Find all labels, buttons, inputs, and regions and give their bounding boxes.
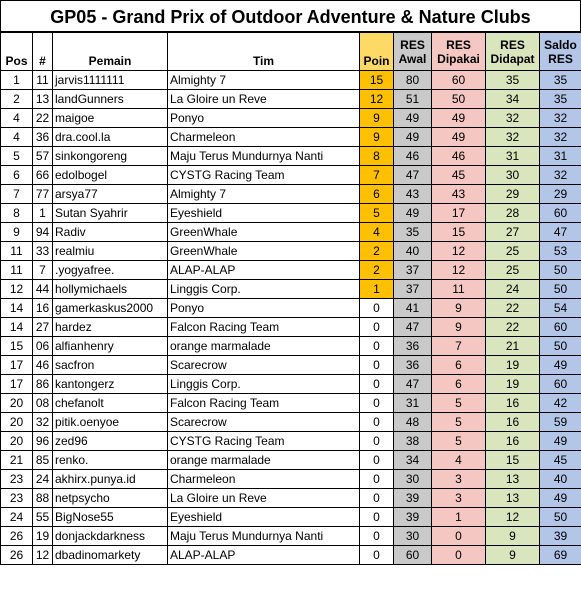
- cell-res-dipakai: 3: [432, 489, 486, 508]
- cell-pemain: hardez: [53, 318, 168, 337]
- cell-pos: 14: [1, 318, 33, 337]
- cell-saldo-res: 60: [540, 204, 581, 223]
- cell-poin: 6: [360, 185, 394, 204]
- cell-num: 33: [33, 242, 53, 261]
- cell-pemain: alfianhenry: [53, 337, 168, 356]
- cell-res-didapat: 27: [486, 223, 540, 242]
- cell-pos: 8: [1, 204, 33, 223]
- table-row: [1, 223, 581, 242]
- cell-res-awal: 49: [394, 128, 432, 147]
- table-row: [1, 90, 581, 109]
- cell-res-dipakai: 9: [432, 318, 486, 337]
- cell-num: 08: [33, 394, 53, 413]
- cell-saldo-res: 40: [540, 470, 581, 489]
- cell-tim: Ponyo: [168, 109, 360, 128]
- cell-poin: 8: [360, 147, 394, 166]
- cell-saldo-res: 31: [540, 147, 581, 166]
- cell-pemain: donjackdarkness: [53, 527, 168, 546]
- cell-num: 11: [33, 71, 53, 90]
- cell-res-didapat: 25: [486, 261, 540, 280]
- cell-poin: 2: [360, 261, 394, 280]
- cell-num: 22: [33, 109, 53, 128]
- cell-res-didapat: 13: [486, 489, 540, 508]
- cell-tim: orange marmalade: [168, 337, 360, 356]
- cell-poin: 0: [360, 394, 394, 413]
- table-row: [1, 261, 581, 280]
- cell-tim: Charmeleon: [168, 128, 360, 147]
- cell-num: 06: [33, 337, 53, 356]
- table-row: [1, 242, 581, 261]
- cell-num: 96: [33, 432, 53, 451]
- cell-num: 94: [33, 223, 53, 242]
- cell-tim: Charmeleon: [168, 470, 360, 489]
- cell-res-didapat: 22: [486, 318, 540, 337]
- cell-poin: 0: [360, 527, 394, 546]
- cell-poin: 0: [360, 508, 394, 527]
- cell-pos: 12: [1, 280, 33, 299]
- cell-res-didapat: 19: [486, 356, 540, 375]
- cell-num: 86: [33, 375, 53, 394]
- cell-pemain: Radiv: [53, 223, 168, 242]
- table-row: [1, 356, 581, 375]
- cell-pemain: edolbogel: [53, 166, 168, 185]
- cell-poin: 0: [360, 318, 394, 337]
- cell-saldo-res: 32: [540, 128, 581, 147]
- table-row: [1, 71, 581, 90]
- cell-res-awal: 39: [394, 489, 432, 508]
- cell-tim: Falcon Racing Team: [168, 394, 360, 413]
- cell-pos: 23: [1, 489, 33, 508]
- cell-poin: 0: [360, 337, 394, 356]
- cell-res-dipakai: 12: [432, 242, 486, 261]
- cell-res-dipakai: 9: [432, 299, 486, 318]
- cell-saldo-res: 42: [540, 394, 581, 413]
- cell-pemain: renko.: [53, 451, 168, 470]
- table-row: [1, 128, 581, 147]
- cell-res-awal: 48: [394, 413, 432, 432]
- cell-pos: 9: [1, 223, 33, 242]
- cell-pos: 11: [1, 261, 33, 280]
- table-row: [1, 451, 581, 470]
- cell-res-dipakai: 1: [432, 508, 486, 527]
- cell-tim: Ponyo: [168, 299, 360, 318]
- cell-pos: 20: [1, 413, 33, 432]
- cell-pos: 4: [1, 128, 33, 147]
- cell-saldo-res: 50: [540, 280, 581, 299]
- cell-res-awal: 43: [394, 185, 432, 204]
- cell-res-dipakai: 0: [432, 527, 486, 546]
- cell-res-awal: 51: [394, 90, 432, 109]
- cell-pemain: chefanolt: [53, 394, 168, 413]
- cell-pemain: hollymichaels: [53, 280, 168, 299]
- cell-pemain: maigoe: [53, 109, 168, 128]
- cell-saldo-res: 50: [540, 261, 581, 280]
- cell-res-awal: 49: [394, 204, 432, 223]
- cell-poin: 0: [360, 546, 394, 565]
- cell-num: 88: [33, 489, 53, 508]
- cell-num: 44: [33, 280, 53, 299]
- cell-num: 16: [33, 299, 53, 318]
- cell-poin: 2: [360, 242, 394, 261]
- cell-saldo-res: 49: [540, 356, 581, 375]
- cell-num: 1: [33, 204, 53, 223]
- cell-num: 66: [33, 166, 53, 185]
- cell-pemain: sinkongoreng: [53, 147, 168, 166]
- cell-poin: 0: [360, 451, 394, 470]
- cell-pemain: netpsycho: [53, 489, 168, 508]
- cell-pemain: landGunners: [53, 90, 168, 109]
- cell-poin: 0: [360, 489, 394, 508]
- header-res-awal: RES Awal: [394, 33, 432, 71]
- cell-tim: Eyeshield: [168, 508, 360, 527]
- cell-saldo-res: 53: [540, 242, 581, 261]
- cell-res-dipakai: 11: [432, 280, 486, 299]
- cell-res-dipakai: 7: [432, 337, 486, 356]
- cell-res-dipakai: 43: [432, 185, 486, 204]
- cell-saldo-res: 35: [540, 90, 581, 109]
- cell-res-awal: 40: [394, 242, 432, 261]
- cell-tim: Eyeshield: [168, 204, 360, 223]
- cell-pos: 20: [1, 432, 33, 451]
- cell-pemain: zed96: [53, 432, 168, 451]
- cell-res-awal: 41: [394, 299, 432, 318]
- cell-pemain: dbadinomarkety: [53, 546, 168, 565]
- cell-res-didapat: 21: [486, 337, 540, 356]
- cell-pemain: Sutan Syahrir: [53, 204, 168, 223]
- cell-saldo-res: 69: [540, 546, 581, 565]
- cell-res-dipakai: 5: [432, 413, 486, 432]
- cell-res-didapat: 13: [486, 470, 540, 489]
- cell-res-awal: 47: [394, 318, 432, 337]
- cell-poin: 15: [360, 71, 394, 90]
- table-row: [1, 375, 581, 394]
- cell-res-didapat: 12: [486, 508, 540, 527]
- header-res-dipakai: RES Dipakai: [432, 33, 486, 71]
- cell-res-awal: 37: [394, 280, 432, 299]
- cell-res-awal: 47: [394, 166, 432, 185]
- cell-res-awal: 30: [394, 527, 432, 546]
- cell-pos: 4: [1, 109, 33, 128]
- cell-tim: Almighty 7: [168, 185, 360, 204]
- table-row: [1, 166, 581, 185]
- cell-res-didapat: 32: [486, 109, 540, 128]
- cell-pemain: BigNose55: [53, 508, 168, 527]
- header-row: [1, 33, 581, 71]
- cell-tim: Almighty 7: [168, 71, 360, 90]
- cell-num: 77: [33, 185, 53, 204]
- cell-num: 57: [33, 147, 53, 166]
- table-row: [1, 489, 581, 508]
- cell-tim: orange marmalade: [168, 451, 360, 470]
- cell-saldo-res: 39: [540, 527, 581, 546]
- cell-pos: 2: [1, 90, 33, 109]
- cell-res-dipakai: 49: [432, 109, 486, 128]
- cell-res-dipakai: 5: [432, 394, 486, 413]
- cell-saldo-res: 49: [540, 432, 581, 451]
- cell-res-dipakai: 12: [432, 261, 486, 280]
- cell-saldo-res: 50: [540, 508, 581, 527]
- cell-res-awal: 35: [394, 223, 432, 242]
- cell-res-didapat: 25: [486, 242, 540, 261]
- cell-poin: 12: [360, 90, 394, 109]
- cell-poin: 7: [360, 166, 394, 185]
- cell-res-dipakai: 6: [432, 375, 486, 394]
- table-body: [1, 71, 581, 565]
- cell-res-awal: 36: [394, 356, 432, 375]
- cell-res-dipakai: 4: [432, 451, 486, 470]
- cell-tim: La Gloire un Reve: [168, 90, 360, 109]
- cell-pemain: dra.cool.la: [53, 128, 168, 147]
- cell-pemain: jarvis1111111: [53, 71, 168, 90]
- cell-tim: CYSTG Racing Team: [168, 432, 360, 451]
- cell-num: 13: [33, 90, 53, 109]
- cell-res-didapat: 34: [486, 90, 540, 109]
- cell-num: 46: [33, 356, 53, 375]
- cell-tim: GreenWhale: [168, 223, 360, 242]
- cell-res-awal: 38: [394, 432, 432, 451]
- cell-res-dipakai: 49: [432, 128, 486, 147]
- cell-saldo-res: 49: [540, 489, 581, 508]
- cell-poin: 0: [360, 413, 394, 432]
- cell-res-awal: 60: [394, 546, 432, 565]
- cell-pos: 26: [1, 527, 33, 546]
- cell-num: 27: [33, 318, 53, 337]
- cell-poin: 9: [360, 128, 394, 147]
- cell-res-didapat: 35: [486, 71, 540, 90]
- cell-pos: 11: [1, 242, 33, 261]
- table-row: [1, 413, 581, 432]
- cell-tim: Maju Terus Mundurnya Nanti: [168, 527, 360, 546]
- cell-num: 36: [33, 128, 53, 147]
- cell-saldo-res: 35: [540, 71, 581, 90]
- cell-poin: 1: [360, 280, 394, 299]
- cell-res-awal: 39: [394, 508, 432, 527]
- cell-res-dipakai: 60: [432, 71, 486, 90]
- header-tim: Tim: [168, 33, 360, 71]
- cell-pos: 21: [1, 451, 33, 470]
- cell-saldo-res: 47: [540, 223, 581, 242]
- cell-pemain: akhirx.punya.id: [53, 470, 168, 489]
- cell-saldo-res: 32: [540, 166, 581, 185]
- cell-num: 24: [33, 470, 53, 489]
- table-row: [1, 147, 581, 166]
- cell-saldo-res: 32: [540, 109, 581, 128]
- cell-res-didapat: 22: [486, 299, 540, 318]
- cell-tim: GreenWhale: [168, 242, 360, 261]
- cell-res-didapat: 9: [486, 527, 540, 546]
- cell-tim: ALAP-ALAP: [168, 261, 360, 280]
- cell-res-didapat: 16: [486, 413, 540, 432]
- table-row: [1, 204, 581, 223]
- cell-pos: 5: [1, 147, 33, 166]
- header-pos: Pos: [1, 33, 33, 71]
- cell-tim: Linggis Corp.: [168, 375, 360, 394]
- cell-res-didapat: 31: [486, 147, 540, 166]
- cell-res-didapat: 24: [486, 280, 540, 299]
- table-row: [1, 394, 581, 413]
- cell-saldo-res: 60: [540, 375, 581, 394]
- cell-poin: 0: [360, 470, 394, 489]
- cell-pos: 23: [1, 470, 33, 489]
- cell-poin: 9: [360, 109, 394, 128]
- cell-saldo-res: 29: [540, 185, 581, 204]
- cell-res-awal: 80: [394, 71, 432, 90]
- cell-saldo-res: 60: [540, 318, 581, 337]
- cell-poin: 0: [360, 432, 394, 451]
- header-num: #: [33, 33, 53, 71]
- cell-tim: Maju Terus Mundurnya Nanti: [168, 147, 360, 166]
- cell-res-didapat: 9: [486, 546, 540, 565]
- cell-tim: La Gloire un Reve: [168, 489, 360, 508]
- cell-pemain: kantongerz: [53, 375, 168, 394]
- cell-res-dipakai: 17: [432, 204, 486, 223]
- table-row: [1, 280, 581, 299]
- cell-res-awal: 34: [394, 451, 432, 470]
- cell-res-didapat: 32: [486, 128, 540, 147]
- cell-pemain: sacfron: [53, 356, 168, 375]
- cell-tim: Linggis Corp.: [168, 280, 360, 299]
- cell-pemain: realmiu: [53, 242, 168, 261]
- cell-pos: 17: [1, 375, 33, 394]
- table-row: [1, 527, 581, 546]
- table-row: [1, 470, 581, 489]
- cell-pos: 14: [1, 299, 33, 318]
- cell-res-awal: 36: [394, 337, 432, 356]
- table-row: [1, 546, 581, 565]
- cell-pos: 17: [1, 356, 33, 375]
- page-title: GP05 - Grand Prix of Outdoor Adventure & Nature Clubs: [0, 0, 581, 32]
- cell-pos: 26: [1, 546, 33, 565]
- cell-saldo-res: 59: [540, 413, 581, 432]
- cell-tim: ALAP-ALAP: [168, 546, 360, 565]
- cell-res-dipakai: 6: [432, 356, 486, 375]
- cell-res-didapat: 16: [486, 432, 540, 451]
- table-row: [1, 299, 581, 318]
- cell-saldo-res: 45: [540, 451, 581, 470]
- cell-poin: 0: [360, 299, 394, 318]
- cell-poin: 0: [360, 375, 394, 394]
- table-row: [1, 337, 581, 356]
- cell-res-dipakai: 45: [432, 166, 486, 185]
- cell-res-awal: 47: [394, 375, 432, 394]
- cell-res-dipakai: 50: [432, 90, 486, 109]
- cell-res-dipakai: 3: [432, 470, 486, 489]
- cell-pos: 1: [1, 71, 33, 90]
- cell-res-awal: 37: [394, 261, 432, 280]
- header-saldo-res: Saldo RES: [540, 33, 581, 71]
- cell-pemain: arsya77: [53, 185, 168, 204]
- cell-res-awal: 31: [394, 394, 432, 413]
- cell-res-awal: 30: [394, 470, 432, 489]
- cell-res-didapat: 16: [486, 394, 540, 413]
- cell-pemain: pitik.oenyoe: [53, 413, 168, 432]
- table-row: [1, 432, 581, 451]
- cell-pemain: .yogyafree.: [53, 261, 168, 280]
- cell-tim: Falcon Racing Team: [168, 318, 360, 337]
- cell-tim: CYSTG Racing Team: [168, 166, 360, 185]
- cell-pemain: gamerkaskus2000: [53, 299, 168, 318]
- cell-res-didapat: 29: [486, 185, 540, 204]
- table-row: [1, 508, 581, 527]
- cell-num: 12: [33, 546, 53, 565]
- header-poin: Poin: [360, 33, 394, 71]
- cell-pos: 24: [1, 508, 33, 527]
- cell-res-didapat: 30: [486, 166, 540, 185]
- cell-pos: 15: [1, 337, 33, 356]
- table-row: [1, 109, 581, 128]
- cell-poin: 4: [360, 223, 394, 242]
- cell-num: 32: [33, 413, 53, 432]
- table-row: [1, 185, 581, 204]
- cell-saldo-res: 50: [540, 337, 581, 356]
- header-pemain: Pemain: [53, 33, 168, 71]
- cell-tim: Scarecrow: [168, 356, 360, 375]
- cell-poin: 5: [360, 204, 394, 223]
- header-res-didapat: RES Didapat: [486, 33, 540, 71]
- cell-res-awal: 49: [394, 109, 432, 128]
- cell-saldo-res: 54: [540, 299, 581, 318]
- cell-res-didapat: 28: [486, 204, 540, 223]
- cell-pos: 6: [1, 166, 33, 185]
- cell-num: 7: [33, 261, 53, 280]
- cell-res-dipakai: 0: [432, 546, 486, 565]
- cell-num: 19: [33, 527, 53, 546]
- cell-pos: 20: [1, 394, 33, 413]
- cell-poin: 0: [360, 356, 394, 375]
- standings-table: [0, 32, 581, 565]
- cell-res-dipakai: 15: [432, 223, 486, 242]
- cell-num: 55: [33, 508, 53, 527]
- table-row: [1, 318, 581, 337]
- cell-num: 85: [33, 451, 53, 470]
- cell-pos: 7: [1, 185, 33, 204]
- cell-res-dipakai: 46: [432, 147, 486, 166]
- cell-tim: Scarecrow: [168, 413, 360, 432]
- cell-res-dipakai: 5: [432, 432, 486, 451]
- cell-res-didapat: 15: [486, 451, 540, 470]
- cell-res-awal: 46: [394, 147, 432, 166]
- cell-res-didapat: 19: [486, 375, 540, 394]
